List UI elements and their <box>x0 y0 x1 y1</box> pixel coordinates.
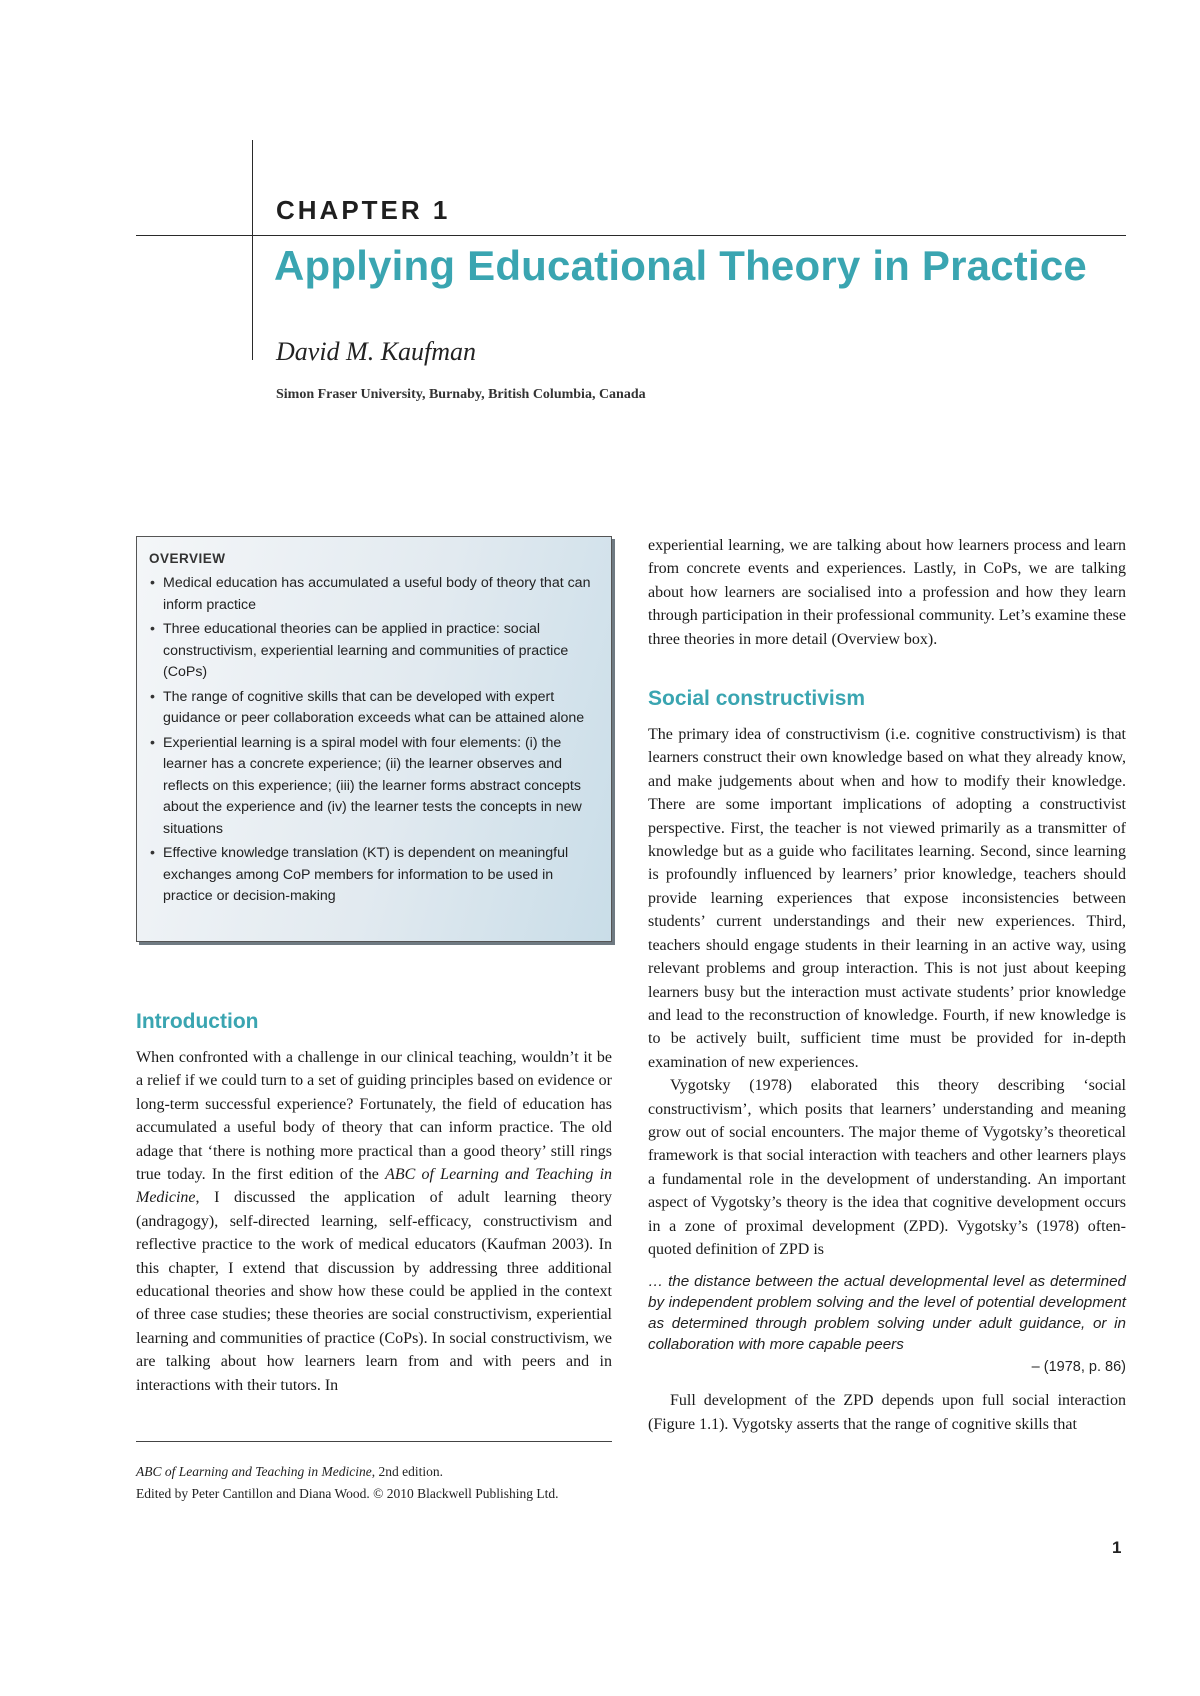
introduction-continuation: experiential learning, we are talking about how learners process and learn from concrete events and experiences. Lastly, in CoPs, we are talking about how learners are socialised into a profession and how they learn through participation in their professional community. Let’s examine these three theories in more detail (Overview box). <box>648 537 1126 648</box>
overview-item: • Three educational theories can be applied in practice: social constructivism, experiential learning and communities of practice (CoPs) <box>149 619 593 684</box>
footnote <box>136 1461 612 1505</box>
footnote-book-title: ABC of Learning and Teaching in Medicine <box>136 1464 372 1479</box>
footnote-edition: , 2nd edition. <box>371 1464 443 1479</box>
social-constructivism-paragraph-1: The primary idea of constructivism (i.e. cognitive constructivism) is that learners construct their own knowledge based on what they already know, and make judgements about when and how to modify their knowledge. There are some important implications of adopting a constructivist perspective. First, the teacher is not viewed primarily as a transmitter of knowledge but as a guide who facilitates learning. Second, since learning is profoundly influenced by learners’ prior knowledge, teachers should provide learning experiences that expose inconsistencies between students’ current understandings and their new experiences. Third, teachers should engage students in their learning in an active way, using relevant problems and group interaction. This is not just about keeping learners busy but the interaction must activate students’ prior knowledge and lead to the reconstruction of knowledge. Fourth, if new knowledge is to be actively built, sufficient time must be provided for in-depth examination of new experiences. <box>648 726 1126 1071</box>
quote-citation: – (1978, p. 86) <box>1031 1359 1126 1376</box>
intro-text-part: When confronted with a challenge in our clinical teaching, wouldn’t it be a relief if we could turn to a set of guiding principles based on evidence or long-term successful experience? Fortunately, the field of education has accumulated a useful body of theory that can inform practice. The old adage that ‘there is nothing more practical than a good theory’ still rings true today. In the first edition of the <box>136 1049 612 1184</box>
right-column <box>648 534 1126 1436</box>
social-constructivism-paragraph-3: Full development of the ZPD depends upon full social interaction (Figure 1.1). Vygotsky asserts that the range of cognitive skills that <box>648 1392 1126 1433</box>
footnote-rule <box>136 1441 612 1442</box>
section-heading-social-constructivism: Social constructivism <box>648 687 866 711</box>
header-horizontal-rule <box>136 235 1126 236</box>
footnote-credit: Edited by Peter Cantillon and Diana Wood. © 2010 Blackwell Publishing Ltd. <box>136 1486 559 1501</box>
overview-item: • Experiential learning is a spiral model with four elements: (i) the learner has a concrete experience; (ii) the learner observes and reflects on this experience; (iii) the learner forms abstract concepts about the experience and (iv) the learner tests the concepts in new situations <box>149 733 593 841</box>
book-title-reference: ABC of Learning and Teaching in Medicine <box>136 1166 613 1207</box>
author-name: David M. Kaufman <box>276 337 477 366</box>
chapter-label: CHAPTER 1 <box>276 195 451 225</box>
overview-list <box>149 573 593 908</box>
chapter-title: Applying Educational Theory in Practice <box>274 242 1087 289</box>
vygotsky-quote: … the distance between the actual developmental level as determined by independent problem solving and the level of potential development as determined through problem solving under adult guidance, or in collaboration with more capable peers <box>648 1273 1126 1354</box>
intro-text-part: , I discussed the application of adult learning theory (andragogy), self-directed learning, self-efficacy, constructivism and reflective practice to the work of medical educators (Kaufman 2003). In this chapter, I extend that discussion by addressing three additional educational theories and show how these could be applied in the context of three case studies; these theories are social constructivism, experiential learning and communities of practice (CoPs). In social constructivism, we are talking about how learners learn from and with peers and in interactions with their tutors. In <box>136 1189 612 1394</box>
overview-item: • Effective knowledge translation (KT) is dependent on meaningful exchanges among CoP members for information to be used in practice or decision-making <box>149 843 593 908</box>
social-constructivism-paragraph-2: Vygotsky (1978) elaborated this theory describing ‘social constructivism’, which posits that learners’ understanding and meaning grow out of social encounters. The major theme of Vygotsky’s theoretical framework is that social interaction with teachers and other learners plays a fundamental role in the development of understanding. An important aspect of Vygotsky’s theory is the idea that cognitive development occurs in a zone of proximal development (ZPD). Vygotsky’s (1978) often-quoted definition of ZPD is <box>648 1077 1126 1258</box>
overview-box <box>136 536 612 942</box>
left-column <box>136 1010 612 1397</box>
introduction-paragraph <box>136 1046 612 1397</box>
overview-item: • The range of cognitive skills that can be developed with expert guidance or peer collaboration exceeds what can be attained alone <box>149 687 593 730</box>
overview-heading: OVERVIEW <box>149 551 226 566</box>
author-affiliation: Simon Fraser University, Burnaby, British Columbia, Canada <box>276 387 646 402</box>
header-vertical-rule <box>252 140 253 360</box>
section-heading-introduction: Introduction <box>136 1010 259 1033</box>
overview-item: • Medical education has accumulated a useful body of theory that can inform practice <box>149 573 593 616</box>
page-number: 1 <box>1112 1538 1122 1557</box>
